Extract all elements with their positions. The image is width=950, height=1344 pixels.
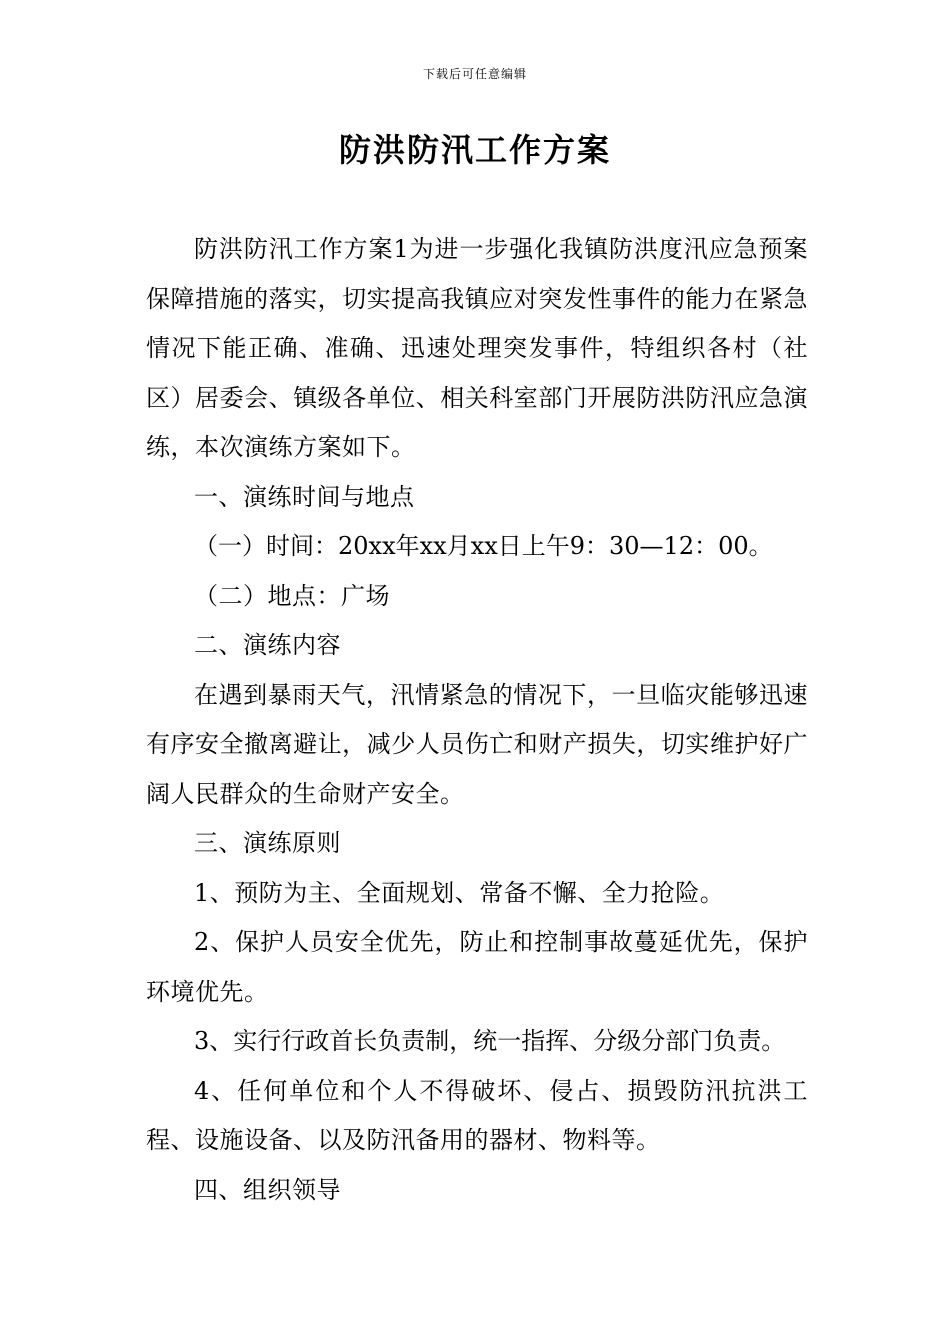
document-body — [146, 225, 808, 1215]
list-item-principle-1: 1、预防为主、全面规划、常备不懈、全力抢险。 — [194, 878, 725, 907]
paragraph-time: （一）时间：20xx年xx月xx日上午9：30—12：00。 — [194, 532, 773, 560]
paragraph-content: 在遇到暴雨天气，汛情紧急的情况下，一旦临灾能够迅速有序安全撤离避让，减少人员伤亡和财产损失，切实维护好广阔人民群众的生命财产安全。 — [146, 680, 808, 808]
header-note: 下载后可任意编辑 — [422, 67, 527, 81]
section-heading-time-place: 一、演练时间与地点 — [194, 482, 415, 511]
section-heading-organization: 四、组织领导 — [194, 1175, 341, 1204]
paragraph-place: （二）地点：广场 — [194, 581, 390, 610]
document-title: 防洪防汛工作方案 — [338, 131, 611, 169]
list-item-principle-3: 3、实行行政首长负责制，统一指挥、分级分部门负责。 — [194, 1027, 786, 1055]
section-heading-principles: 三、演练原则 — [194, 829, 341, 857]
paragraph-intro: 防洪防汛工作方案1为进一步强化我镇防洪度汛应急预案保障措施的落实，切实提高我镇应对突发性事件的能力在紧急情况下能正确、准确、迅速处理突发事件，特组织各村（社区）居委会、镇级各单位、相关科室部门开展防洪防汛应急演练，本次演练方案如下。 — [146, 235, 808, 461]
list-item-principle-4: 4、任何单位和个人不得破坏、侵占、损毁防汛抗洪工程、设施设备、以及防汛备用的器材、物料等。 — [146, 1076, 808, 1154]
section-heading-content: 二、演练内容 — [194, 631, 341, 659]
list-item-principle-2: 2、保护人员安全优先，防止和控制事故蔓延优先，保护环境优先。 — [146, 928, 808, 1006]
